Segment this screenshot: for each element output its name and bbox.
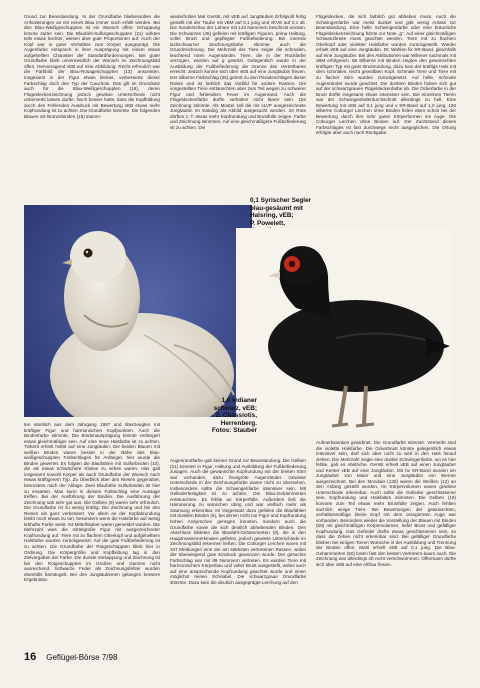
caption-line: Halsring, vEB; (250, 212, 294, 220)
article-column-1 (24, 14, 160, 196)
caption-line: 1,0 Indianer (221, 397, 257, 404)
photo-credit: Fotos: Stauber (211, 427, 257, 435)
article-column-3 (316, 14, 456, 226)
article-column-2 (170, 14, 306, 196)
photo-caption-right (185, 397, 257, 435)
pigeon-photo-left (24, 205, 252, 417)
caption-line: Z. Chassiotis, (215, 412, 257, 420)
caption-line: Herrenberg. (220, 419, 257, 427)
caption-line: 0,1 Syrischer Segler (250, 197, 312, 204)
page-number: 16 (24, 651, 37, 663)
article-column-6 (316, 440, 456, 636)
caption-line: blau-gesäumt mit (250, 204, 303, 212)
photo-syrischer-segler (24, 205, 252, 417)
article-column-5 (170, 458, 306, 636)
column-text: ten sämtlich aus dem Jahrgang 1997 und überzeugten mit kräftiger Figur und harmonischen Kopfpunkten. Auch die Bindenfarbe stimmte. Die Bindenausprägung könnte verlängert etwas gleichmäßiger sein. Auf eine neue Halsfarbe ist zu achten. Tinkerit erhielt hvEB auf eine Jungtäubin. Die beiden Blauen mit weißen Binden waren besser in der Nähe des blau-weißgeschuppten Farbschlages für Anfänger, hier wurde die Binden gewertet. Es folgten die Blaufahlen mit Sulfurbinden (10), die als etwas schwächere Klasse zu sehen waren. Hier galt insgesamt sowohl Körper als auch Grundfarbe der Wunsch nach etwas kräftigerem Typ. Zu Überblick über den Riesen gegenüber, besonders nach der Ablage. Zwei Blaufahle Sulfurbinden ist hier zu erwarten. Man kann in diesem Farbschlag eine Aussage treffen. Bei der Ausführung der Binden. Die Ausführung der Zeichnung sah sehr gut aus. Die Gelben (9) waren sehr erfreulich. Die Grundfarbe ist zu wenig kräftig. Die Zeichnung und bei den Riesen als ganz verbessert. Vor allem an der Kopfabrundung bleibt noch etwas zu tun, besonders wenn die Halsfarbe auf wenig lebhafte Farbe weist. 64 Mittelhäuber waren gemeldet worden. Die Mehrzahl wies die mittelgroße Figur mit ausgezeichneter Kopfrundung auf. Tiere mit zu flachem Oberkopf und aufgehelltem Halsfarbe wurden zurückgesetzt. Auf die gute Fußbefiederung ist zu achten. Die Grundfarbe der Rotgeschuppten blieb hier in Ordnung. Die Körpergröße und Kopfbildung lag in den Zielvorgaben der Farbe. Die dunkle Verkappung und Zeichnung ist bei den Rotgeschuppten im Großen und Ganzen nicht ausreichend. Schwarze Feder als Zeichnungsfehler wurden ebenfalls bemängelt. Bei den Jungtäubinnen gelangen bessere Ergebnisse. (24, 422, 160, 583)
column-text: Grund zur Beanstandung. In der Grundfarbe bliebensollen die Anforderungen an ein reines Blau immer noch erfüllt werden. Bei den Blau-Weißgeschuppten ist ein Wunsch offen: Schuppung könnte zarter sein. Die Blaufahl-Sulfurgeschuppten (21) wirkten teils etwas leichter, wiesen aber gute Proportionen auf. Auch der Kopf war in guter Verhältnis zum Körper ausgeprägt. Die Augenfarbe entsprach in ihrer Ausprägung mit einem etwas aufgehellten Charakter der Standardfordernungen. Bei guter Grundfarbe blieb unvermeidlich der Wunsch im Zeichnungsbild offen. Hervorragend vEB auf eine Abbildung. Recht erfreulich war die Farbbild der Blau-Rosageschuppten (13) ansonsten. Insgesamt in der Figur etwas kleiner, verbesserte dieser Farbschlag doch den Typ der Cauchois. Das gilt im Grundsatz auch für die Blau-Weißgeschuppten (16), deren Flügeldeckenzeichnung jedoch gewisse Unterschiede nicht unbemerkt lassen durfte. Noch besser hatte, dass die Kopfbildung durch den Fehlenden Ausdruck mit Bewertung vEB etwas mehr Kopfrundung ist zu achten. Die Grundfarbe stimmte. Die folgenden Blauen mit Bronzebinden (18) stamm- (24, 14, 160, 119)
caption-line: P. Powelett, (250, 219, 286, 227)
column-text: Flügeldecken, die sich farblich gut abheben muss. Auch die Schwingenfarbe war meist dunkel und gibt wenig Anlass zur Beanstandung. Eine helle Schwingenfarbe oder eine bräunliche Flügeldeckenzeichnung führte zur Note „g". Auf einer gleichmäßigen Schwanzbreite muss geachtet werden. Tiere mit zu flachem Oberkopf oder violetter Halsfarbe wurden zurückgestellt. Wieder erhielt vEB auf eine Jungtäubin. Dr. Wahlen fix SR-Band, gleichfalls auf eine Jungtäubin. Bei den Attributionen war Willener nachmals mit vBM erfolgreich. 66 Silberne mit Binden zeigten den gewünschten kräftigen Typ mit guter Brustrundung, dazu kam der kräftige Hals mit dem schmalen, leicht gewölbten Kopf. Schmale Tiere und Tiere mit zu flacher Stirn wurden zurückgesetzt. Auf helle, schmale Augenränder wurde geachtet. Die dunklen Binden hoben sich gut auf der schwarzgrauen Flügeldeckenfarbe ab. Die Ockerfarbe in der Brust dürfte insgesamt etwas intensiver sein. Bei einzelnen Tieren war der Schwingenfederdurchschnitt allerdings zu hell. Eine Bewertung mit vEB auf 0,1 jung und v SR-Band auf 1,0 jung. 190 silberne Coburger Lerchen ohne Binden fielen eben schon bei der Bewertung durch ihre sehr guten Körperformen ins Auge. Die Coburger Lerchen ohne Binden auf. Der Zuchtstand dieses Farbschlages ist fast durchwegs recht ausgeglichen. Die Ortung erfolgte aber auch nach Rückgabe. (316, 14, 456, 136)
caption-line: schwarz, vEB; (213, 404, 257, 412)
column-text: Aufmerksamkeit gewidmet. Die Grundfarbe stimmte. Vermerkt sind die violette Halsfarbe. Die Ockerbrust könnte gelegentlich etwas intensiver sein, darf sich aber nicht zu weit in den Hals hinauf ziehen. Die Mehrzahl zeigte eine dunkle Schwingenfarbe, wo es hier fehlte, gab es Abstriche. Gerstit erhielt vEB auf einen Jungtäuber und Kenter vEB auf eine Jungtäubin. Mit hv SR-Band wurden ein Jungtäuber von Maier und eine Jungtäubin von Werner ausgezeichnet. Bei den Mondain (130) waren die Weißen (12) an den Anfang gestellt worden. Im Körpervolumen waren gewisse Unterschiede erkennbar. Auch sollte die Gefieder geschlossener sein. Kopfrundung und Halsfalten stimmten. Die Gelben (19) konnten zum Teil etwas mehr Brustfülle zeigen. Auch fehlten sachlich einige Tiere. Bei Bewertungen der gewünschten, verhältnismäßige kleine Kopf mit dem orangeroten Auge war vorhanden. Besonders wieder die Vorstellung der Blauen mit Binden (59) mit gleichmäßigen Körpervolumen, tiefer Brust und gefälliger Kopfrundung. Das Gefieder dürfte etwas geschlossener sein, so dass die Zehen nicht erkennbar sind. Bei gefälliger Grundfarbe blieben bei einigen Tieren Wünsche in der Ausbildung und Trennung der Binden offen. Mahl erhielt vEB auf 0,1 jung. Die Blau-Gehämmerten (50) boten fast den besten Vertretern-kaum nach. Die Zeichnung war allerdings oft recht verschwommen. Offermann durfte sich über vEB auf eine Altfrau freuen. (316, 440, 456, 568)
pigeon-photo-right (236, 228, 452, 438)
article-column-4 (24, 422, 160, 636)
photo-indianer (236, 228, 452, 438)
page-footer (24, 651, 117, 663)
column-text: wiederholten Mal Gerstit, mit vEB auf Jungtäuben Erfolgvoll fertig gestellt mit der Täube mit vBM auf 0,1 jung und vKVE auf 0,1 alt. Die Sonderschau der Lahore mit 143 Nummern beschickt worden. Die Schwarzen (45) gefielen mit kräftigen Figuren, prima Haltung, voller Brust und gepflegter Fußbefiederung. Bei intensiv lackschwarzer Zeichnungsfarbe stimmte auch die Grundzeichnung. Die Mehrzahl der Tiere zeigte die schmalen, leuchtend roten Augenränder. Tiere, die in der Rückfarbe verzogen, wurden auf g gesetzt. Gelegentlich wurde in der Ausbildung der Fußbefiederung die Grenze des Vertretbaren erreicht. Jedoch konnte sich über vEB auf eine Jungtäubin freuen. Der silberne Farbschlag (35) gehört zu den Paradeschlägen dieser Rasse und ist farblich das Vorbild für andere Rassen. Die vorgestellten Tiere enttäuschten aber zum Teil wegen zu schwerer Figur und fehlendem Feuer im Augenrand. Auch die Flügeldeckenfarbe dürfte verhalten nicht klarer sein. Die Zeichnung stimmte. Als Muster soll die mit vLVP ausgezeichnete Jungtäubin im Katalog als Abbild ausgesucht werden. 20 Rote dürften z. T. etwas mehr Kopfrundung und Brustfülle zeigen. Farbe und Zeichnung stimmten. Auf eine gleichmäßigere Fußbefiederung ist zu achten. Die (170, 14, 306, 130)
magazine-issue: Geflügel-Börse 7/98 (46, 653, 118, 662)
column-text: Augenrandfarbe gab keinen Grund zur Beanstandung. Die Gelben (21) konnten in Figur, Haltung und Ausbildung der Fußbefiederung zusagen. Auch die gewünschte Kopfrundung mit der breiten Stirn war vorhanden, dazu feurigrote Augenränder. Gewisse Unterschiede in der Zeichnungsfarbe waren nicht zu übersehen, insbesondere sollte die Schwingenfarbe intensiver sein. Mit Gefiederfestigkeit ist zu achten. Die Blau-Gehämmerten enttäuschten. Es fehlte an Körperfülle. Außerdem ließ die Hämmerung zu wünschen übrig und war vielfach mehr als Säumung erkennbar. Im Gegensatz dazu gefielen die Blaufahlen mit dunklen Binden (6), bei denen nicht nur Figur und Kopfrundung hohen Ansprüchen genügen konnten, sondern auch die Grundfarbe sowie die sich deutlich abhebenden Binden. Den Abschluss bildeten die Blaufahl-Gehämmerten (9), die in den Hauptmassemerkmalen gefielen, jedoch gewisse Unterschiede im Zeichnungsbild erkennen ließen. Die Coburger Lerchen waren mit 347 Meldungen eine der am stärksten vertretenen Rassen, wobei der überwiegend gute Eindruck gewonnen wurde. Der gesuchte Farbschlag war mit 89 Nummern vertreten. Es wurden Tiere mit harmonischem Körperbau und voller Brust ausgestellt, wobei auch auf eine ansprechende Kopfrundung geachtet wurde und einen möglichst reinen Schnabel. Die schwarzgraue Grundfarbe stimmte. Dazu kam die deutlich ausgeprägte Lerchung auf den (170, 458, 306, 586)
